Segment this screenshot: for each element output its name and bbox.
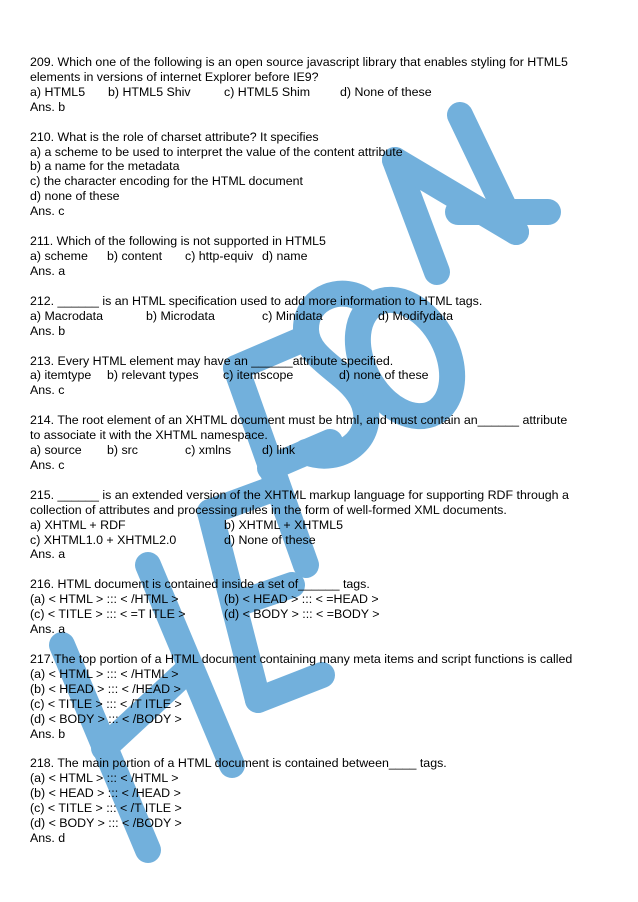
option: (d) < BODY > ::: < /BODY >	[30, 711, 182, 726]
answer: Ans. a	[30, 622, 66, 637]
option: c) the character encoding for the HTML document	[30, 174, 303, 189]
option-row	[30, 607, 610, 622]
answer: Ans. a	[30, 263, 66, 278]
answer: Ans. c	[30, 383, 65, 398]
answer: Ans. b	[30, 323, 66, 338]
question-stem-line: elements in versions of internet Explorer before IE9?	[30, 69, 319, 84]
option-row	[30, 682, 610, 697]
option: a) scheme	[30, 248, 88, 263]
answer: Ans. c	[30, 204, 65, 219]
option-row	[30, 801, 610, 816]
question-stem-line: collection of attributes and processing rules in the form of well-formed XML documents.	[30, 502, 507, 517]
option-row	[30, 667, 610, 682]
option: d) name	[262, 248, 308, 263]
option: b) relevant types	[107, 368, 199, 383]
option: (a) < HTML > ::: < /HTML >	[30, 771, 179, 786]
option: b) Microdata	[146, 308, 215, 323]
option-row	[30, 697, 610, 712]
option: (c) < TITLE > ::: < /T ITLE >	[30, 696, 182, 711]
option-row	[30, 189, 610, 204]
option: (b) < HEAD > ::: < =HEAD >	[224, 592, 379, 607]
option-row	[30, 816, 610, 831]
question-stem-line: 213. Every HTML element may have an ______attribute specified.	[30, 353, 394, 368]
question-stem-line: 216. HTML document is contained inside a set of______ tags.	[30, 577, 370, 592]
option-row	[30, 174, 610, 189]
answer: Ans. a	[30, 547, 66, 562]
option: (d) < BODY > ::: < /BODY >	[30, 816, 182, 831]
option-row	[30, 443, 610, 458]
option: d) None of these	[224, 532, 316, 547]
option-row	[30, 249, 610, 264]
question-block	[30, 577, 610, 637]
question-stem-line: 217.The top portion of a HTML document containing many meta items and script functions is called	[30, 652, 573, 666]
option-row	[30, 85, 610, 100]
option: (c) < TITLE > ::: < /T ITLE >	[30, 801, 182, 816]
option-row	[30, 592, 610, 607]
option: b) src	[107, 443, 138, 458]
option-row	[30, 368, 610, 383]
option: (d) < BODY > ::: < =BODY >	[224, 607, 380, 622]
option: d) none of these	[30, 189, 120, 204]
option-row	[30, 712, 610, 727]
option-row	[30, 159, 610, 174]
option: b) content	[107, 248, 163, 263]
option-row	[30, 309, 610, 324]
option: c) itemscope	[223, 368, 294, 383]
option: d) Modifydata	[378, 308, 454, 323]
option: a) source	[30, 443, 82, 458]
option: (a) < HTML > ::: < /HTML >	[30, 592, 179, 607]
option: b) XHTML + XHTML5	[224, 517, 343, 532]
question-block	[30, 756, 610, 845]
question-stem-line: 215. ______ is an extended version of the XHTML markup language for supporting RDF through a	[30, 487, 569, 502]
question-block	[30, 488, 610, 563]
question-stem-line: to associate it with the XHTML namespace.	[30, 428, 268, 443]
answer: Ans. c	[30, 457, 65, 472]
option: c) Minidata	[262, 308, 323, 323]
question-block	[30, 413, 610, 473]
option: a) a scheme to be used to interpret the value of the content attribute	[30, 144, 403, 159]
option: c) HTML5 Shim	[224, 84, 311, 99]
question-block	[30, 354, 610, 399]
option-row	[30, 771, 610, 786]
option: c) http-equiv	[185, 248, 254, 263]
question-stem-line: 214. The root element of an XHTML document must be html, and must contain an______ attribute	[30, 413, 568, 428]
question-block	[30, 130, 610, 219]
question-block	[30, 234, 610, 279]
option: (a) < HTML > ::: < /HTML >	[30, 666, 179, 681]
option: (c) < TITLE > ::: < =T ITLE >	[30, 607, 186, 622]
option-row	[30, 145, 610, 160]
question-block	[30, 55, 610, 115]
question-stem-line: 211. Which of the following is not supported in HTML5	[30, 234, 326, 249]
option: d) None of these	[340, 84, 432, 99]
question-stem-line: 210. What is the role of charset attribute? It specifies	[30, 129, 319, 144]
option: (b) < HEAD > ::: < /HEAD >	[30, 786, 181, 801]
option-row	[30, 533, 610, 548]
option-row	[30, 786, 610, 801]
question-stem-line: 212. ______ is an HTML specification used to add more information to HTML tags.	[30, 293, 483, 308]
question-block	[30, 294, 610, 339]
answer: Ans. d	[30, 830, 66, 845]
option: a) XHTML + RDF	[30, 517, 126, 532]
question-block	[30, 652, 610, 741]
answer: Ans. b	[30, 726, 66, 741]
option: a) itemtype	[30, 368, 92, 383]
option: a) Macrodata	[30, 308, 104, 323]
option: c) XHTML1.0 + XHTML2.0	[30, 532, 177, 547]
question-list	[30, 55, 610, 861]
option: d) none of these	[339, 368, 429, 383]
answer: Ans. b	[30, 99, 66, 114]
question-stem-line: 209. Which one of the following is an open source javascript library that enables styling for HTML5	[30, 55, 568, 69]
option: c) xmlns	[185, 443, 232, 458]
option: (b) < HEAD > ::: < /HEAD >	[30, 681, 181, 696]
option: b) a name for the metadata	[30, 159, 180, 174]
option: a) HTML5	[30, 84, 86, 99]
option: d) link	[262, 443, 296, 458]
option-row	[30, 518, 610, 533]
question-stem-line: 218. The main portion of a HTML document is contained between____ tags.	[30, 756, 447, 771]
option: b) HTML5 Shiv	[108, 84, 191, 99]
